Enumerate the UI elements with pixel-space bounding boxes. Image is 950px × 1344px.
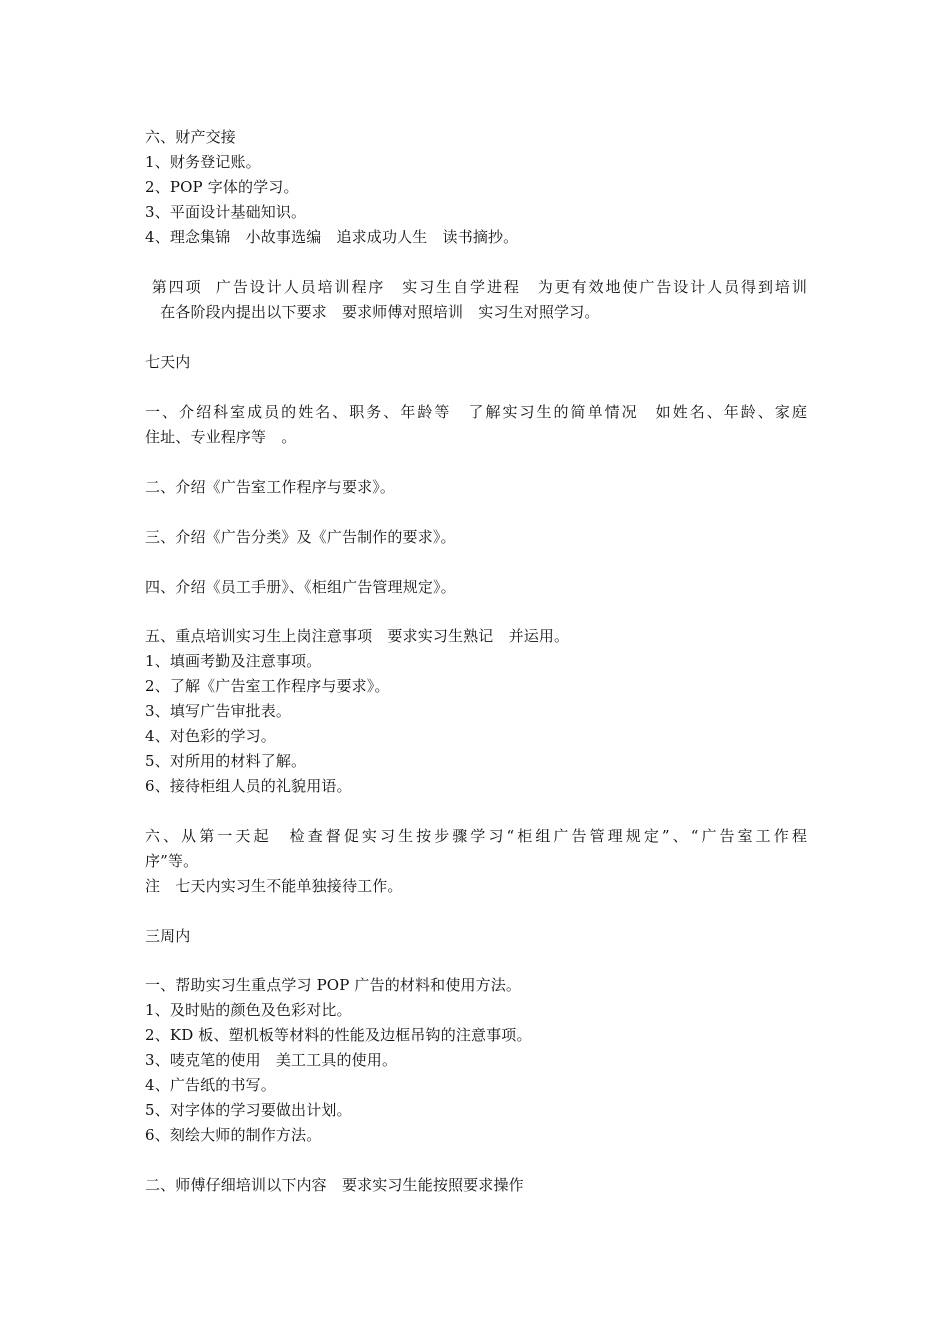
section-heading: 三周内 — [145, 927, 191, 945]
list-item: 4、理念集锦 小故事选编 追求成功人生 读书摘抄。 — [145, 228, 519, 246]
paragraph-line: 住址、专业程序等 。 — [145, 428, 297, 446]
paragraph-line: 二、师傅仔细培训以下内容 要求实习生能按照要求操作 — [145, 1176, 524, 1194]
list-item: 6、刻绘大师的制作方法。 — [145, 1126, 322, 1144]
note-line: 注 七天内实习生不能单独接待工作。 — [145, 877, 403, 895]
paragraph-line: 三、介绍《广告分类》及《广告制作的要求》。 — [145, 528, 456, 546]
list-item: 3、唛克笔的使用 美工工具的使用。 — [145, 1051, 398, 1069]
list-item: 4、对色彩的学习。 — [145, 727, 276, 745]
list-item: 1、财务登记账。 — [145, 153, 261, 171]
section-heading: 六、财产交接 — [145, 128, 236, 146]
list-item: 4、广告纸的书写。 — [145, 1076, 276, 1094]
paragraph-line: 序”等。 — [145, 852, 199, 870]
list-item: 5、对字体的学习要做出计划。 — [145, 1101, 352, 1119]
paragraph-line: 五、重点培训实习生上岗注意事项 要求实习生熟记 并运用。 — [145, 627, 570, 645]
paragraph-line: 六、从第一天起 检查督促实习生按步骤学习“柜组广告管理规定”、“广告室工作程 — [145, 827, 807, 845]
list-item: 2、了解《广告室工作程序与要求》。 — [145, 677, 390, 695]
list-item: 1、填画考勤及注意事项。 — [145, 652, 322, 670]
paragraph-line: 在各阶段内提出以下要求 要求师傅对照培训 实习生对照学习。 — [145, 303, 600, 321]
paragraph-line: 第四项 广告设计人员培训程序 实习生自学进程 为更有效地使广告设计人员得到培训 — [145, 278, 807, 296]
list-item: 3、填写广告审批表。 — [145, 702, 292, 720]
list-item: 1、及时贴的颜色及色彩对比。 — [145, 1001, 352, 1019]
list-item: 5、对所用的材料了解。 — [145, 752, 307, 770]
list-item: 6、接待柜组人员的礼貌用语。 — [145, 777, 352, 795]
list-item: 2、KD 板、塑机板等材料的性能及边框吊钩的注意事项。 — [145, 1026, 532, 1044]
list-item: 2、POP 字体的学习。 — [145, 178, 299, 196]
paragraph-line: 二、介绍《广告室工作程序与要求》。 — [145, 478, 396, 496]
paragraph-line: 四、介绍《员工手册》、《柜组广告管理规定》。 — [145, 578, 456, 596]
paragraph-line: 一、介绍科室成员的姓名、职务、年龄等 了解实习生的简单情况 如姓名、年龄、家庭 — [145, 403, 807, 421]
paragraph-line: 一、帮助实习生重点学习 POP 广告的材料和使用方法。 — [145, 976, 522, 994]
section-heading: 七天内 — [145, 353, 191, 371]
list-item: 3、平面设计基础知识。 — [145, 203, 307, 221]
